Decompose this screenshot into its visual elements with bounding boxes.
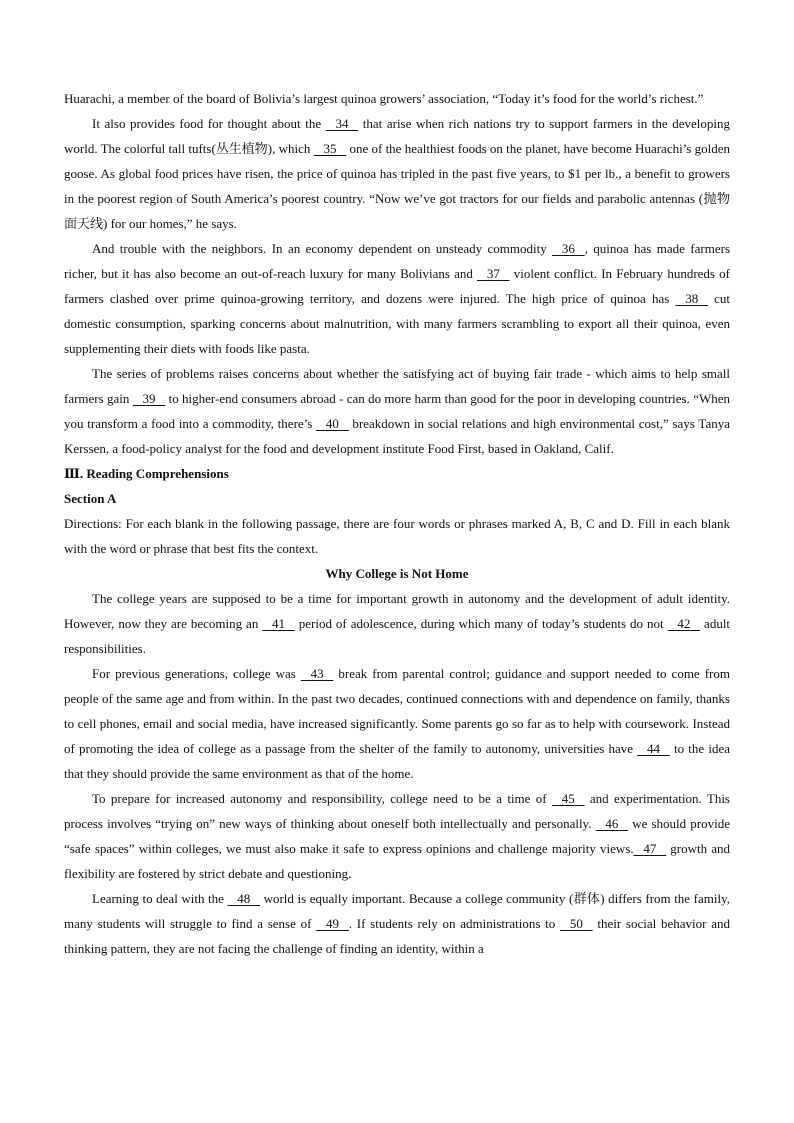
passage1-paragraph-3: The series of problems raises concerns about whether the satisfying act of buying fair trade - which aims to help small farmers gain 39 to higher-end consumers abroad - can do more harm than good for the poor in developing countries. “When you transform a food into a commodity, there’s 40 breakdown in social relations and high environmental cost,” says Tanya Kerssen, a food-policy analyst for the food and development institute Food First, based in Oakland, Calif. (64, 366, 731, 456)
passage2-paragraph-2: For previous generations, college was 43 break from parental control; guidance and support needed to come from people of the same age and from within. In the past two decades, continued connections with and dependence on family, thanks to cell phones, email and social media, have increased significantly. Some parents go so far as to help with coursework. Instead of promoting the idea of college as a passage from the shelter of the family to autonomy, universities have 44 to the idea that they should provide the same environment as that of the home. (64, 661, 730, 786)
passage2-paragraph-1: The college years are supposed to be a time for important growth in autonomy and the development of adult identity. However, now they are becoming an 41 period of adolescence, during which many of today’s students do not 42 adult responsibilities. (64, 591, 731, 656)
passage2-paragraph-4: Learning to deal with the 48 world is equally important. Because a college community (群体) differs from the family, many students will struggle to find a sense of 49 . If students rely on administrations to 50 their social behavior and thinking pattern, they are not facing the challenge of finding an identity, within a (64, 886, 730, 961)
blank-37[interactable]: 37 (486, 266, 500, 281)
blank-44[interactable]: 44 (647, 741, 660, 756)
blank-50[interactable]: 50 (569, 916, 583, 931)
document-page (64, 86, 730, 961)
blank-40[interactable]: 40 (325, 416, 339, 431)
passage1-paragraph-2: And trouble with the neighbors. In an economy dependent on unsteady commodity 36 , quinoa has made farmers richer, but it has also become an out-of-reach luxury for many Bolivians and 37 violent conflict. In February hundreds of farmers clashed over prime quinoa-growing territory, and dozens were injured. The high price of quinoa has 38 cut domestic consumption, sparking concerns about malnutrition, with many farmers scrambling to export all their quinoa, even supplementing their diets with foods like pasta. (64, 236, 730, 361)
blank-43[interactable]: 43 (310, 666, 324, 681)
blank-42[interactable]: 42 (677, 616, 691, 631)
blank-49[interactable]: 49 (326, 916, 339, 931)
blank-47[interactable]: 47 (643, 841, 657, 856)
blank-36[interactable]: 36 (561, 241, 575, 256)
passage2-title: Why College is Not Home (325, 566, 469, 581)
blank-39[interactable]: 39 (142, 391, 156, 406)
passage1-paragraph-0: Huarachi, a member of the board of Bolivia’s largest quinoa growers’ association, “Today it’s food for the world’s richest.” (64, 91, 704, 106)
blank-38[interactable]: 38 (685, 291, 699, 306)
blank-45[interactable]: 45 (561, 791, 575, 806)
blank-35[interactable]: 35 (323, 141, 337, 156)
directions: Directions: For each blank in the following passage, there are four words or phrases marked A, B, C and D. Fill in each blank with the word or phrase that best fits the context. (64, 516, 730, 556)
section-heading: Ⅲ. Reading Comprehensions (64, 466, 229, 481)
blank-34[interactable]: 34 (335, 116, 349, 131)
blank-41[interactable]: 41 (272, 616, 286, 631)
blank-46[interactable]: 46 (605, 816, 619, 831)
passage1-paragraph-1: It also provides food for thought about the 34 that arise when rich nations try to support farmers in the developing world. The colorful tall tufts(丛生植物), which 35 one of the healthiest foods on the planet, have become Huarachi’s golden goose. As global food prices have risen, the price of quinoa has tripled in the past five years, to $1 per lb., a benefit to growers in the poorest region of South America’s poorest country. “Now we’ve got tractors for our fields and parabolic antennas (抛物面天线) for our homes,” he says. (64, 111, 730, 236)
passage2-paragraph-3: To prepare for increased autonomy and responsibility, college need to be a time of 45 and experimentation. This process involves “trying on” new ways of thinking about oneself both intellectually and personally. 46 we should provide “safe spaces” within colleges, we must also make it safe to express opinions and challenge majority views. 47 growth and flexibility are fostered by strict debate and questioning. (64, 786, 730, 886)
section-subheading: Section A (64, 491, 117, 506)
blank-48[interactable]: 48 (237, 891, 251, 906)
